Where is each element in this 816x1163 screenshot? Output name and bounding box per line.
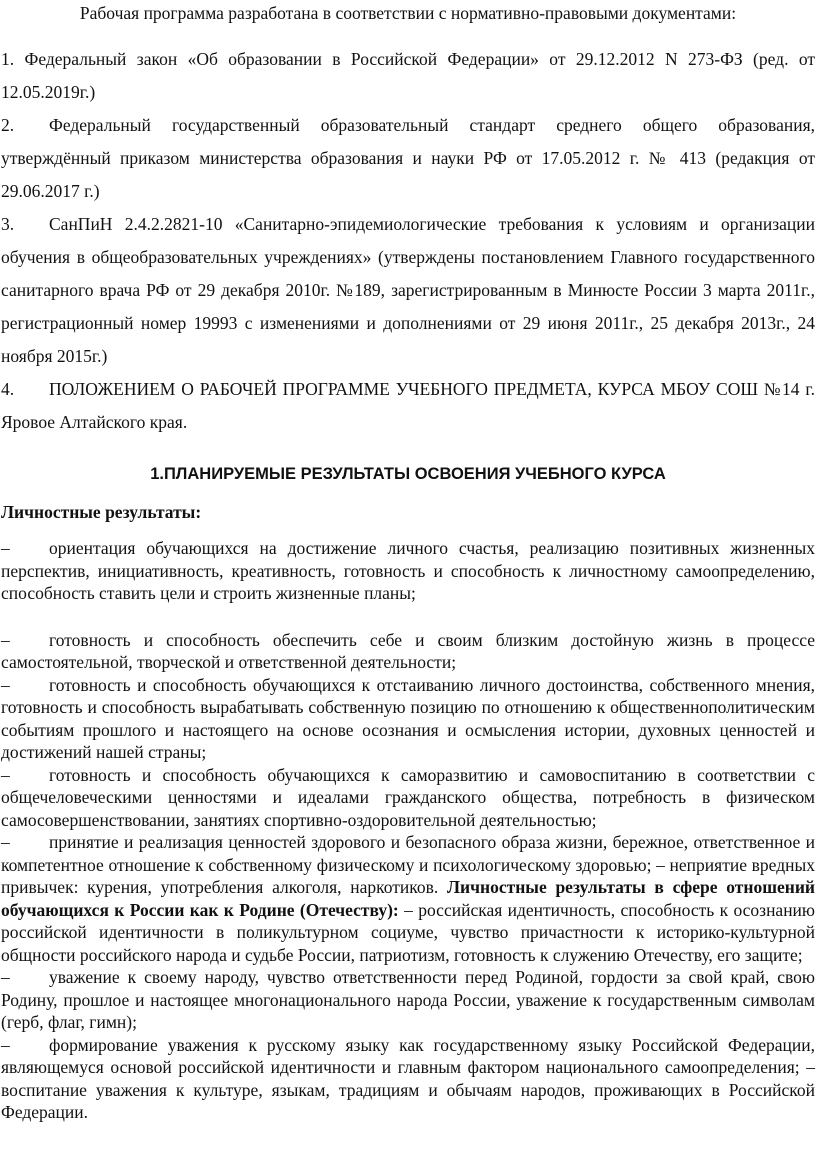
personal-results-title: Личностные результаты: <box>1 502 202 522</box>
law-number: 1. <box>1 49 15 69</box>
result-text: принятие и реализация ценностей здорового и безопасного образа жизни, бережное, ответственное и компетентное отношение к собственному физическому и психологическому здоровью; <box>1 832 815 875</box>
result-item-2 <box>1 629 815 674</box>
result-text: – неприятие вредных привычек: курения, употребления алкоголя, наркотиков. <box>1 854 816 897</box>
dash-marker: – <box>1 967 10 987</box>
result-text: – российская идентичность, способность к осознанию российской идентичности в поликультурном социуме, чувство причастности к историко-культурной общности российского народа и судьбе России, патриотизм, готовность к служению Отечеству, его защите; <box>1 899 815 965</box>
section-title: 1.ПЛАНИРУЕМЫЕ РЕЗУЛЬТАТЫ ОСВОЕНИЯ УЧЕБНОГО КУРСА <box>150 465 666 483</box>
result-text: готовность и способность обучающихся к саморазвитию и самовоспитанию в соответствии с общечеловеческими ценностями и идеалами гражданского общества, потребность в физическом самосовершенствовании, занятиях спортивно-оздоровительной деятельностью; <box>1 764 815 830</box>
dash-marker: – <box>1 764 10 785</box>
law-text: Федеральный государственный образовательный стандарт среднего общего образования, утверждённый приказом министерства образования и науки РФ от 17.05.2012 г. № 413 (редакция от 29.06.2017 г.) <box>1 115 815 201</box>
dash-marker: – <box>1 674 10 695</box>
result-text: ориентация обучающихся на достижение личного счастья, реализацию позитивных жизненных перспектив, инициативность, креативность, готовность и способность к личностному самоопределению, способность ставить цели и строить жизненные планы; <box>1 538 815 603</box>
law-item-1 <box>1 43 815 109</box>
result-text: – воспитание уважения к культуре, языкам, традициям и обычаям народов, проживающих в Российской Федерации. <box>1 1057 815 1122</box>
dash-marker: – <box>1 538 10 558</box>
law-number: 3. <box>1 214 15 234</box>
result-item-1 <box>1 537 815 605</box>
law-text: Федеральный закон «Об образовании в Российской Федерации» от 29.12.2012 N 273-ФЗ (ред. от 12.05.2019г.) <box>1 49 815 102</box>
law-item-3 <box>1 208 815 373</box>
law-text: СанПиН 2.4.2.2821-10 «Санитарно-эпидемиологические требования к условиям и организации обучения в общеобразовательных учреждениях» (утверждены постановлением Главного государственного санитарного врача РФ от 29 декабря 2010г. №189, зарегистрированным в Минюсте России 3 марта 2011г., регистрационный номер 19993 с изменениями и дополнениями от 29 июня 2011г., 25 декабря 2013г., 24 ноября 2015г.) <box>1 214 815 366</box>
result-item-6 <box>1 966 815 1034</box>
normative-documents-list <box>1 43 815 439</box>
result-item-4 <box>1 764 815 832</box>
result-text: формирование уважения к русскому языку как государственному языку Российской Федерации, являющемуся основой российской идентичности и главным фактором национального самоопределения; <box>1 1034 815 1077</box>
law-text: ПОЛОЖЕНИЕМ О РАБОЧЕЙ ПРОГРАММЕ УЧЕБНОГО ПРЕДМЕТА, КУРСА МБОУ СОШ №14 г. Яровое Алтайского края. <box>1 379 815 432</box>
law-item-2 <box>1 109 815 208</box>
result-text: готовность и способность обеспечить себе и своим близким достойную жизнь в процессе самостоятельной, творческой и ответственной деятельности; <box>1 629 815 672</box>
dash-marker: – <box>1 1034 10 1055</box>
result-item-7 <box>1 1034 815 1124</box>
dash-marker: – <box>1 832 10 852</box>
result-text: готовность и способность обучающихся к отстаиванию личного достоинства, собственного мнения, готовность и способность вырабатывать собственную позицию по отношению к общественнополитическим событиям прошлого и настоящего на основе осознания и осмысления истории, духовных ценностей и достижений нашей страны; <box>1 674 815 762</box>
dash-marker: – <box>1 629 10 650</box>
law-item-4 <box>1 373 815 439</box>
personal-results-list <box>1 537 815 1124</box>
intro-text: Рабочая программа разработана в соответствии с нормативно-правовыми документами: <box>79 3 737 23</box>
result-item-5 <box>1 831 815 966</box>
result-item-3 <box>1 674 815 764</box>
result-text: уважение к своему народу, чувство ответственности перед Родиной, гордости за свой край, свою Родину, прошлое и настоящее многонационального народа России, уважение к государственным символам (герб, флаг, гимн); <box>1 967 815 1032</box>
law-number: 4. <box>1 379 15 399</box>
law-number: 2. <box>1 115 15 135</box>
bold-subheading: Личностные результаты в сфере отношений обучающихся к России как к Родине (Отечеству): <box>1 877 816 920</box>
